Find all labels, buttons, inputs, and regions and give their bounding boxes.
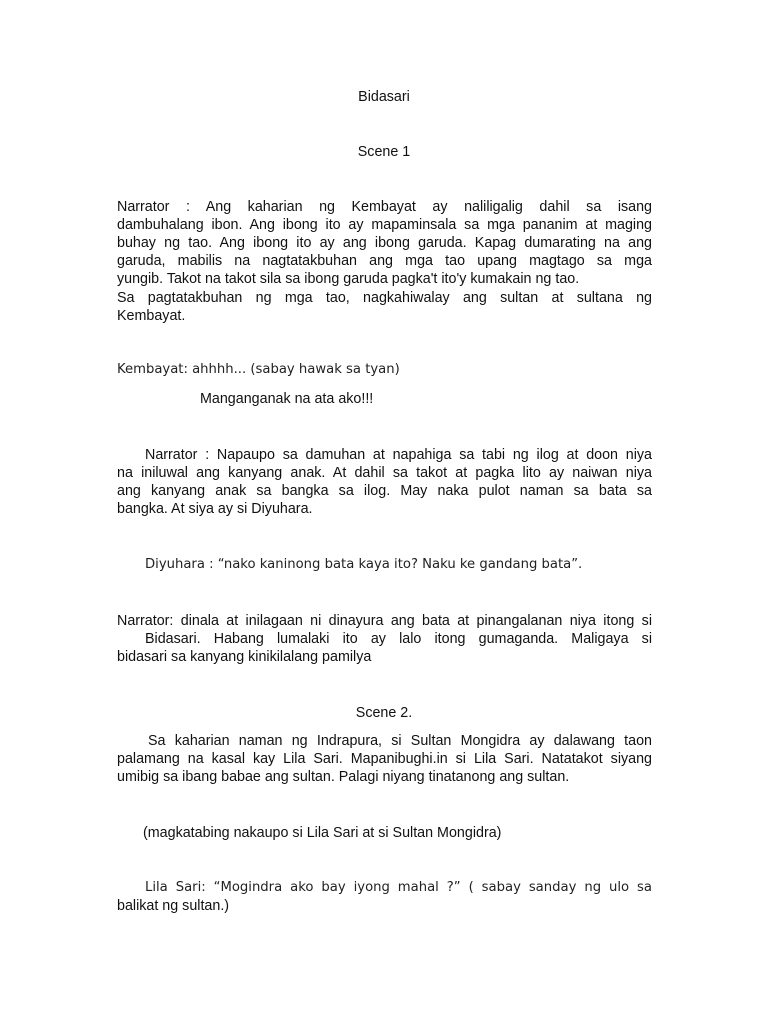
paragraph-line: garuda, mabilis na nagtatakbuhan ang mga tao upang magtago sa mga <box>117 253 652 269</box>
dialogue-line: Lila Sari: “Mogindra ako bay iyong mahal ?” ( sabay sanday ng ulo sa <box>145 880 652 895</box>
kembayat-dialogue: Kembayat: ahhhh... (sabay hawak sa tyan) <box>117 362 400 377</box>
paragraph-line: Sa pagtatakbuhan ng mga tao, nagkahiwalay ang sultan at sultana ng <box>117 290 652 306</box>
paragraph-line: Kembayat. <box>117 308 186 324</box>
paragraph-line: na iniluwal ang kanyang anak. At dahil sa takot at pagka lito ay naiwan niya <box>117 465 652 481</box>
paragraph-line: buhay ng tao. Ang ibong ito ay ang ibong garuda. Kapag dumarating na ang <box>117 235 652 251</box>
paragraph-line: Bidasari. Habang lumalaki ito ay lalo itong gumaganda. Maligaya si <box>145 631 652 647</box>
stage-direction: (magkatabing nakaupo si Lila Sari at si Sultan Mongidra) <box>143 825 502 841</box>
paragraph-line: ang kanyang anak sa bangka sa ilog. May naka pulot naman sa bata sa <box>117 483 652 499</box>
kembayat-dialogue-continued: Manganganak na ata ako!!! <box>200 391 374 407</box>
paragraph-line: yungib. Takot na takot sila sa ibong garuda pagka't ito'y kumakain ng tao. <box>117 271 580 287</box>
scene-2-heading: Scene 2. <box>355 705 413 721</box>
paragraph-line: Sa kaharian naman ng Indrapura, si Sultan Mongidra ay dalawang taon <box>148 733 652 749</box>
paragraph-line: palamang na kasal kay Lila Sari. Mapanibughi.in si Lila Sari. Natatakot siyang <box>117 751 652 767</box>
scene-1-heading: Scene 1 <box>357 144 411 160</box>
dialogue-line: balikat ng sultan.) <box>117 898 230 914</box>
paragraph-line: Narrator : Ang kaharian ng Kembayat ay naliligalig dahil sa isang <box>117 199 652 215</box>
paragraph-line: bangka. At siya ay si Diyuhara. <box>117 501 313 517</box>
paragraph-line: Narrator : Napaupo sa damuhan at napahiga sa tabi ng ilog at doon niya <box>145 447 652 463</box>
diyuhara-dialogue: Diyuhara : “nako kaninong bata kaya ito? Naku ke gandang bata”. <box>145 557 583 572</box>
document-title: Bidasari <box>358 89 410 105</box>
paragraph-line: Narrator: dinala at inilagaan ni dinayura ang bata at pinangalanan niya itong si <box>117 613 652 629</box>
paragraph-line: umibig sa ibang babae ang sultan. Palagi niyang tinatanong ang sultan. <box>117 769 570 785</box>
paragraph-line: dambuhalang ibon. Ang ibong ito ay mapaminsala sa mga pananim at maging <box>117 217 652 233</box>
paragraph-line: bidasari sa kanyang kinikilalang pamilya <box>117 649 372 665</box>
